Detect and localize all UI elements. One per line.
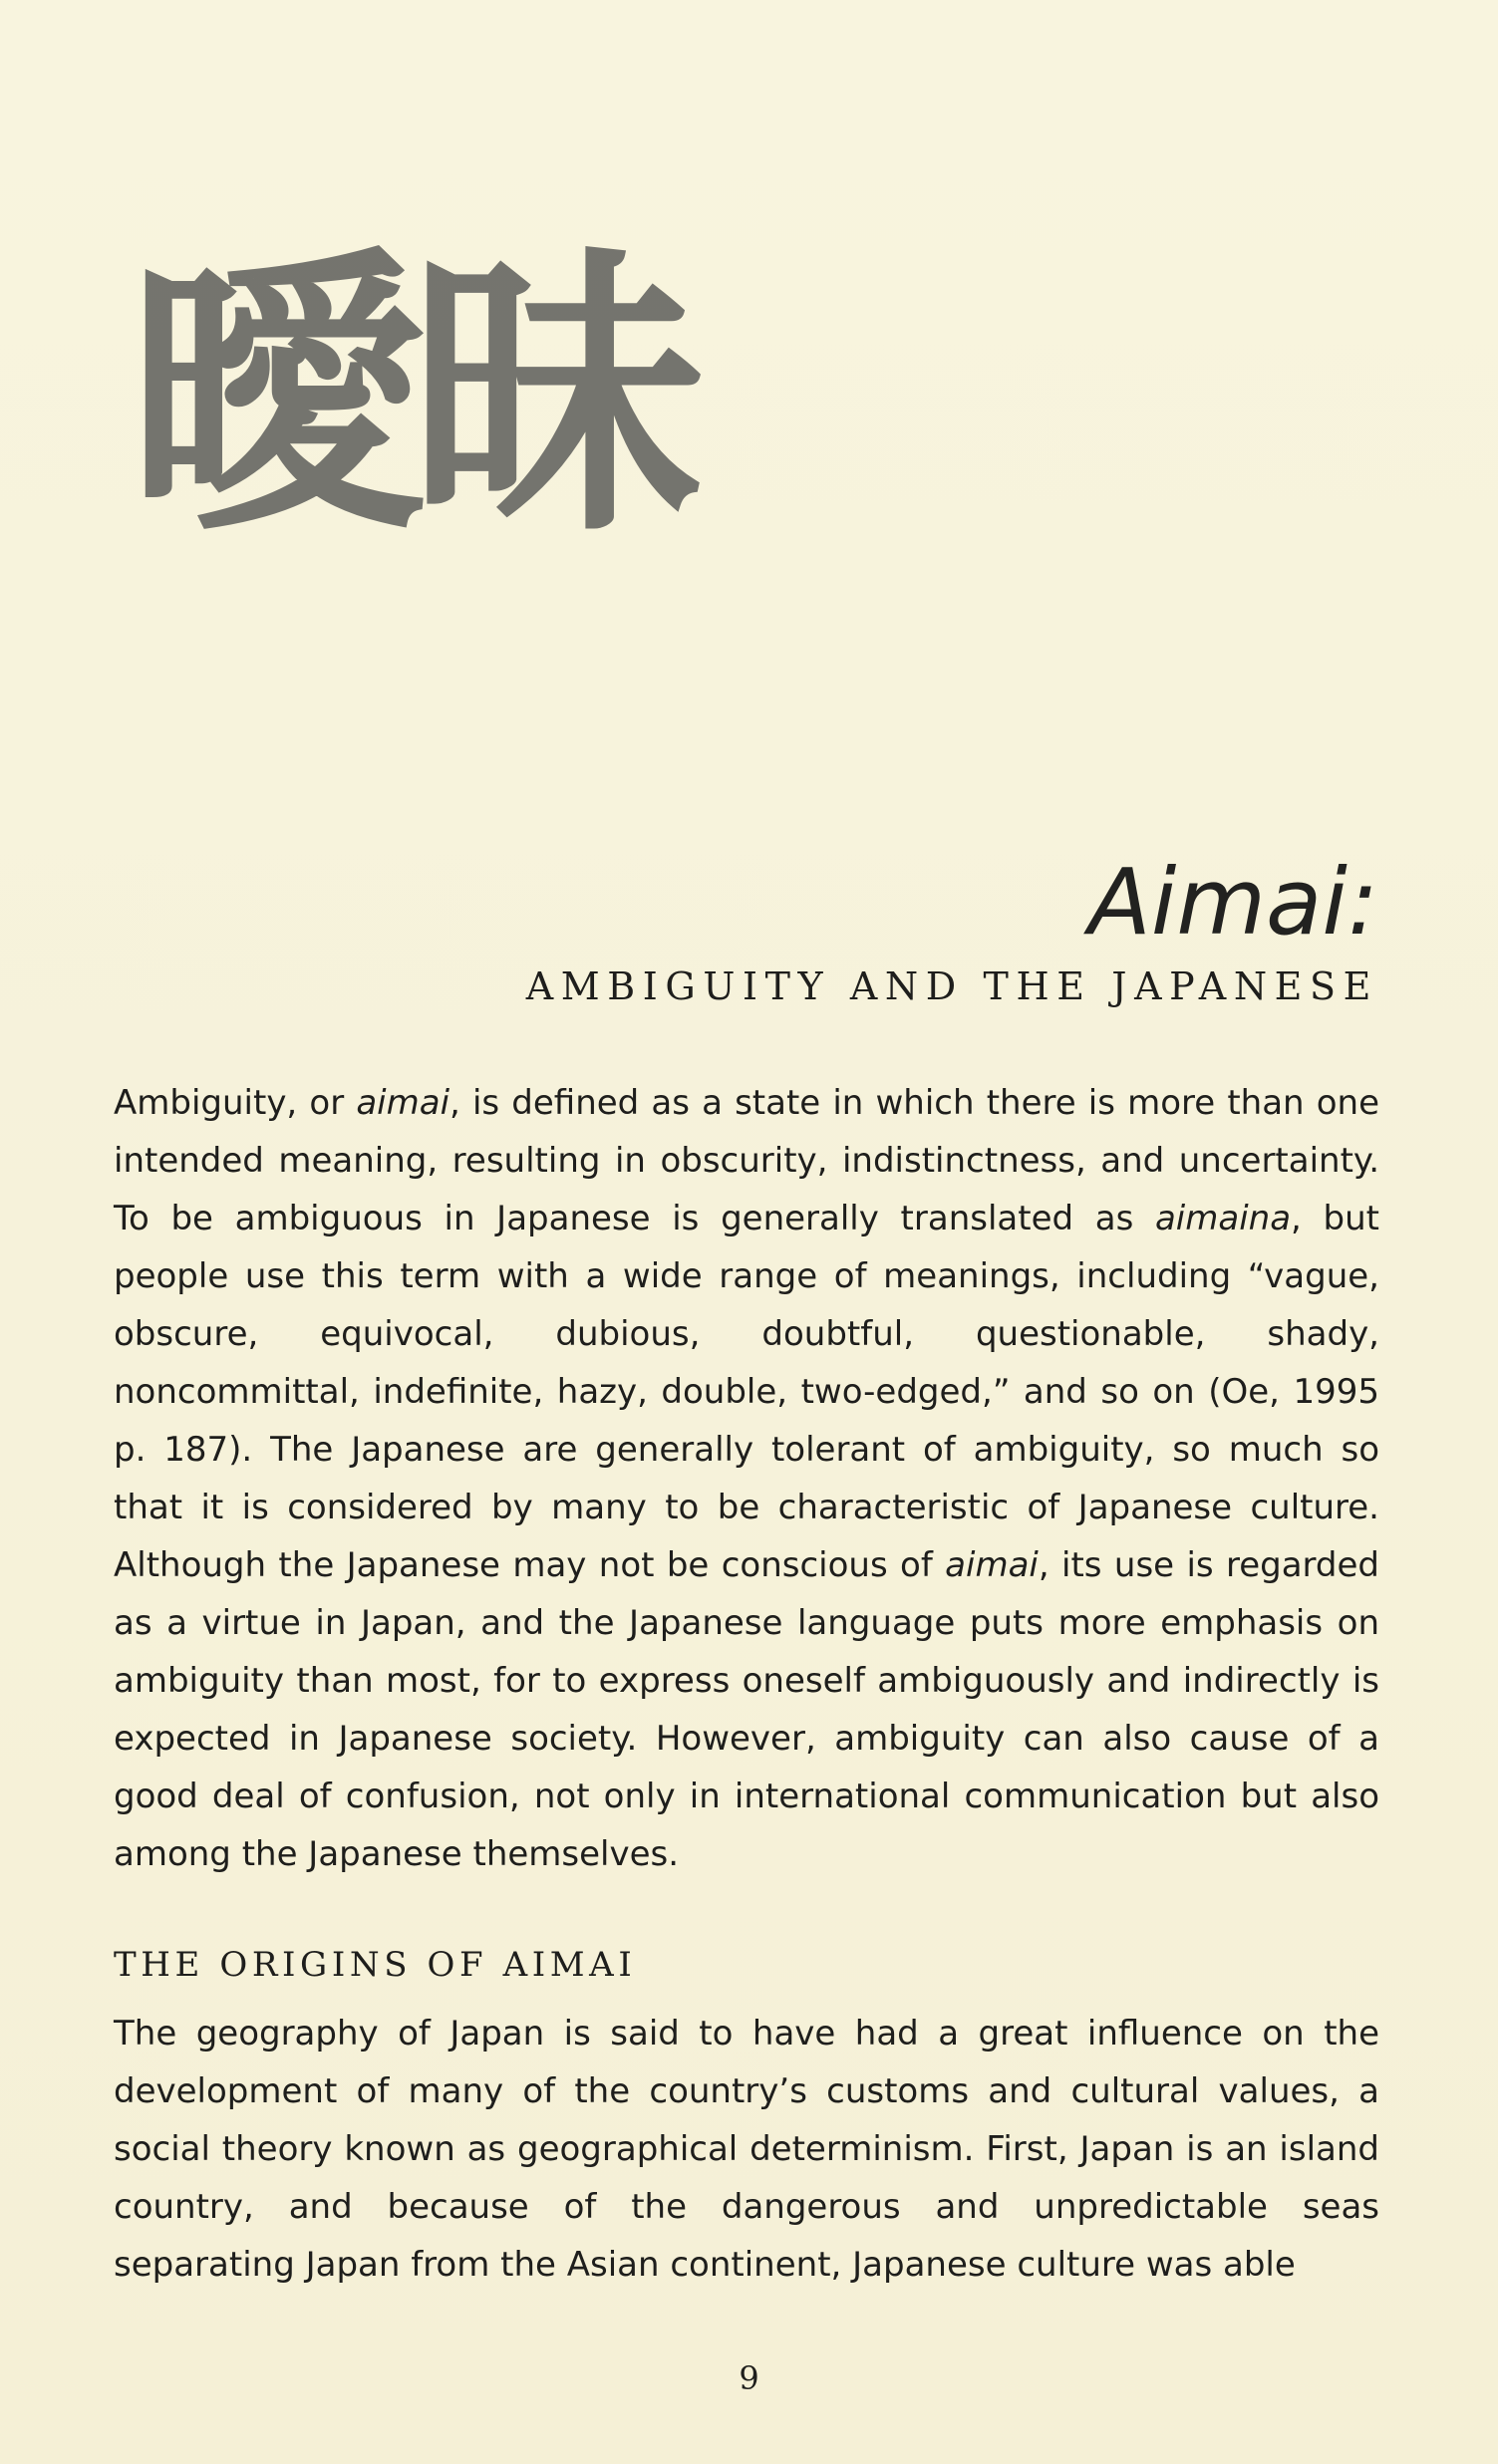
page-number: 9 (739, 2359, 759, 2397)
section-heading: THE ORIGINS OF AIMAI (114, 1945, 637, 1985)
intro-paragraph (114, 1074, 1379, 1883)
italic-term: aimai (945, 1545, 1039, 1585)
text-run: Ambiguity, or (114, 1083, 357, 1123)
italic-term: aimaina (1154, 1199, 1292, 1238)
origins-paragraph: The geography of Japan is said to have had a great influence on the development of many of the country’s customs and cultural values, a social theory known as geographical determinism. First, Japan is an island country, and because of the dangerous and unpredictable seas separating Japan from the Asian continent, Japanese culture was able (114, 2014, 1379, 2285)
italic-term: aimai (356, 1083, 450, 1123)
text-run: , but people use this term with a wide range of meanings, including “vague, obscure, equivocal, dubious, doubtful, questionable, shady, noncommittal, indefinite, hazy, double, two-edged,” and so on (Oe, 1995 p. 187). The Japanese are generally tolerant of ambiguity, so much so that it is considered by many to be characteristic of Japanese culture. Although the Japanese may not be conscious of (114, 1199, 1379, 1585)
kanji-heading: 曖昧 (128, 224, 690, 572)
chapter-title: Aimai: (1087, 849, 1378, 956)
text-run: , its use is regarded as a virtue in Japan, and the Japanese language puts more emphasis on ambiguity than most, for to express oneself ambiguously and indirectly is expected in Japanese society. However, ambiguity can also cause of a good deal of confusion, not only in international communication but also among the Japanese themselves. (114, 1545, 1379, 1874)
chapter-subtitle: AMBIGUITY AND THE JAPANESE (525, 964, 1378, 1008)
text-run: , is defined as a state in which there is more than one intended meaning, resulting in obscurity, indistinctness, and uncertainty. To be ambiguous in Japanese is generally translated as (114, 1083, 1380, 1238)
